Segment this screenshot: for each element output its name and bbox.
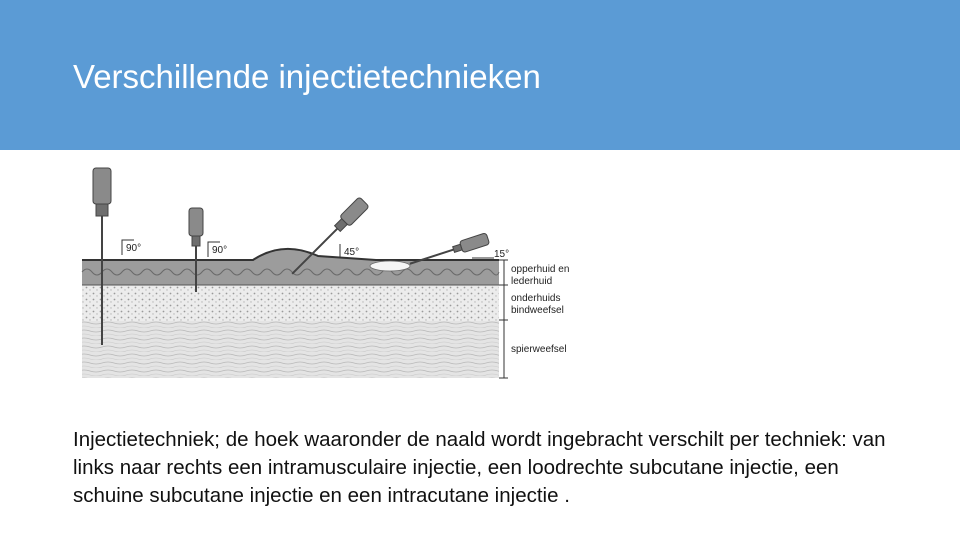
angle-label-1: 90° <box>126 243 142 254</box>
caption-text: Injectietechniek; de hoek waaronder de naald wordt ingebracht verschilt per techniek: van links naar rechts een intramusculaire injectie, een loodrechte subcutane injectie, een schuine subcutane injectie en een intracutane injectie . <box>73 428 886 507</box>
angle-label-4: 15° <box>494 249 510 260</box>
layer-label-skin-2: lederhuid <box>511 276 553 287</box>
layer-label-skin-1: opperhuid en <box>511 264 570 275</box>
title-banner <box>0 0 960 150</box>
injection-diagram <box>78 160 598 385</box>
angle-label-2: 90° <box>212 245 228 256</box>
slide-title: Verschillende injectietechnieken <box>73 58 541 95</box>
intracutaneous-bleb <box>370 261 410 271</box>
layer-label-subcut-1: onderhuids <box>511 293 561 304</box>
muscle-layer <box>82 320 499 378</box>
angle-label-3: 45° <box>344 247 360 258</box>
subcutaneous-layer <box>82 285 499 321</box>
layer-label-muscle: spierweefsel <box>511 344 567 355</box>
layer-label-subcut-2: bindweefsel <box>511 305 564 316</box>
injection-diagram-svg <box>78 160 598 385</box>
